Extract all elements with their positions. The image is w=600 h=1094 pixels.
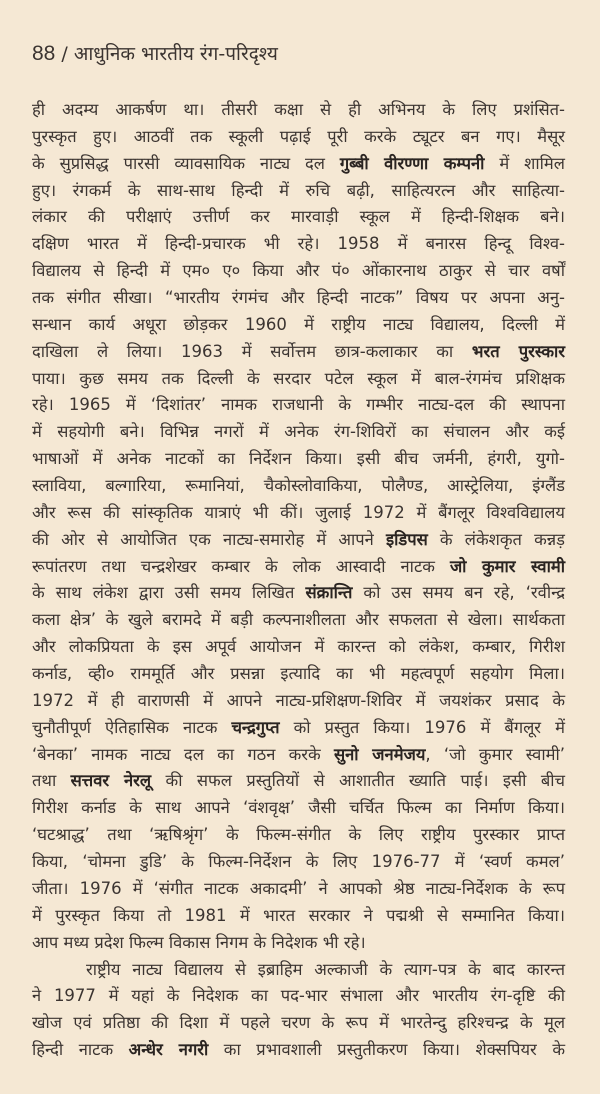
text-line: [32, 285, 565, 312]
text-segment: रहे। 1965 में ‘दिशांतर’ नामक राजधानी के गम्भीर नाट्य-दल की स्थापना: [32, 395, 565, 415]
text-line: [32, 204, 565, 231]
text-line: [32, 124, 565, 151]
text-line: [32, 419, 565, 446]
text-line: [32, 903, 565, 930]
text-line: [32, 849, 565, 876]
text-line: [32, 178, 565, 205]
bold-title-text: अन्धेर नगरी: [128, 1040, 209, 1060]
text-segment: दाखिला ले लिया। 1963 में सर्वोत्तम छात्र-कलाकार का: [32, 341, 472, 361]
text-segment: के लंकेशकृत कन्नड़: [427, 529, 565, 549]
text-line: [32, 957, 565, 984]
text-line: [32, 661, 565, 688]
text-segment: और लोकप्रियता के इस अपूर्व आयोजन में कारन्त को लंकेश, कम्बार, गिरीश: [32, 637, 565, 657]
book-title: आधुनिक भारतीय रंग-परिदृश्य: [73, 43, 278, 65]
running-header: [32, 40, 278, 66]
text-segment: ‘घटश्राद्ध’ तथा ‘ऋषिश्रृंग’ के फिल्म-संगीत के लिए राष्ट्रीय पुरस्कार प्राप्त: [32, 825, 565, 845]
text-segment: सन्धान कार्य अधूरा छोड़कर 1960 में राष्ट्रीय नाट्य विद्यालय, दिल्ली में: [32, 314, 565, 334]
text-segment: राष्ट्रीय नाट्य विद्यालय से इब्राहिम अल्काजी के त्याग-पत्र के बाद कारन्त: [86, 959, 565, 979]
text-segment: आप मध्य प्रदेश फिल्म विकास निगम के निदेशक भी रहे।: [32, 932, 366, 952]
bold-title-text: संक्रान्ति: [305, 583, 353, 603]
text-segment: ने 1977 में यहां के निदेशक का पद-भार संभाला और भारतीय रंग-दृष्टि की: [32, 986, 565, 1006]
bold-title-text: गुब्बी वीरण्णा कम्पनी: [339, 153, 485, 173]
text-line: [32, 231, 565, 258]
body-text: [32, 97, 565, 1064]
text-segment: को उस समय बन रहे, ‘रवीन्द्र: [352, 583, 565, 603]
text-segment: कला क्षेत्र’ के खुले बरामदे में बड़ी कल्पनाशीलता और सफलता से खेला। सार्थकता: [32, 610, 565, 630]
text-line: [32, 312, 565, 339]
text-segment: और रूस की सांस्कृतिक यात्राएं भी कीं। जुलाई 1972 में बैंगलूर विश्वविद्यालय: [32, 502, 565, 522]
text-segment: में सहयोगी बने। विभिन्न नगरों में अनेक रंग-शिविरों का संचालन और कई: [32, 422, 565, 442]
text-segment: ‘बेनका’ नामक नाट्य दल का गठन करके: [32, 744, 334, 764]
text-line: [32, 366, 565, 393]
text-segment: लंकार की परीक्षाएं उत्तीर्ण कर मारवाड़ी स्कूल में हिन्दी-शिक्षक बने।: [32, 207, 565, 227]
text-line: [32, 822, 565, 849]
text-line: [32, 930, 565, 957]
bold-title-text: इडिपस: [386, 529, 428, 549]
text-segment: , ‘जो कुमार स्वामी’: [425, 744, 565, 764]
text-segment: 1972 में ही वाराणसी में आपने नाट्य-प्रशिक्षण-शिविर में जयशंकर प्रसाद के: [32, 690, 565, 710]
page-number: 88: [32, 42, 56, 65]
text-segment: को प्रस्तुत किया। 1976 में बैंगलूर में: [279, 717, 565, 737]
text-segment: भाषाओं में अनेक नाटकों का निर्देशन किया। इसी बीच जर्मनी, हंगरी, युगो-: [32, 449, 565, 469]
text-segment: के सुप्रसिद्ध पारसी व्यावसायिक नाट्य दल: [32, 153, 340, 173]
text-line: [32, 339, 565, 366]
text-segment: विद्यालय से हिन्दी में एम० ए० किया और पं० ओंकारनाथ ठाकुर से चार वर्षों: [32, 261, 565, 281]
text-segment: कर्नाड, व्ही० राममूर्ति और प्रसन्ना इत्यादि का भी महत्वपूर्ण सहयोग मिला।: [32, 664, 565, 684]
text-line: [32, 795, 565, 822]
text-line: [32, 876, 565, 903]
text-segment: खोज एवं प्रतिष्ठा की दिशा में पहले चरण के रूप में भारतेन्दु हरिश्चन्द्र के मूल: [32, 1013, 565, 1033]
text-segment: दक्षिण भारत में हिन्दी-प्रचारक भी रहे। 1958 में बनारस हिन्दू विश्व-: [32, 234, 565, 254]
header-separator: /: [55, 43, 74, 65]
text-segment: में पुरस्कृत किया तो 1981 में भारत सरकार ने पद्मश्री से सम्मानित किया।: [32, 905, 565, 925]
text-segment: का प्रभावशाली प्रस्तुतीकरण किया। शेक्सपियर के: [208, 1040, 565, 1060]
text-line: [32, 527, 565, 554]
text-segment: जीता। 1976 में ‘संगीत नाटक अकादमी’ ने आपको श्रेष्ठ नाट्य-निर्देशक के रूप: [32, 878, 565, 898]
bold-title-text: जो कुमार स्वामी: [449, 556, 565, 576]
text-segment: की ओर से आयोजित एक नाट्य-समारोह में आपने: [32, 529, 387, 549]
text-line: [32, 97, 565, 124]
text-line: [32, 715, 565, 742]
bold-title-text: चन्द्रगुप्त: [231, 717, 280, 737]
text-line: [32, 151, 565, 178]
text-line: [32, 258, 565, 285]
text-segment: हुए। रंगकर्म के साथ-साथ हिन्दी में रुचि बढ़ी, साहित्यरत्न और साहित्या-: [32, 180, 565, 200]
bold-title-text: भरत पुरस्कार: [471, 341, 566, 361]
text-segment: गिरीश कर्नाड के साथ आपने ‘वंशवृक्ष’ जैसी चर्चित फिल्म का निर्माण किया।: [32, 798, 565, 818]
bold-title-text: सुनो जनमेजय: [333, 744, 426, 764]
text-segment: स्लाविया, बल्गारिया, रूमानियां, चैकोस्लोवाकिया, पोलैण्ड, आस्ट्रेलिया, इंग्लैंड: [32, 476, 565, 496]
text-segment: हिन्दी नाटक: [32, 1040, 129, 1060]
text-line: [32, 688, 565, 715]
text-segment: रूपांतरण तथा चन्द्रशेखर कम्बार के लोक आस्वादी नाटक: [32, 556, 450, 576]
text-line: [32, 473, 565, 500]
text-segment: तथा: [32, 771, 71, 791]
text-line: [32, 392, 565, 419]
text-line: [32, 554, 565, 581]
text-line: [32, 983, 565, 1010]
text-line: [32, 580, 565, 607]
text-line: [32, 768, 565, 795]
text-segment: में शामिल: [484, 153, 565, 173]
text-segment: के साथ लंकेश द्वारा उसी समय लिखित: [32, 583, 306, 603]
text-segment: पुरस्कृत हुए। आठवीं तक स्कूली पढ़ाई पूरी करके ट्यूटर बन गए। मैसूर: [32, 126, 565, 146]
text-line: [32, 607, 565, 634]
text-line: [32, 742, 565, 769]
text-line: [32, 634, 565, 661]
text-line: [32, 446, 565, 473]
text-segment: पाया। कुछ समय तक दिल्ली के सरदार पटेल स्कूल में बाल-रंगमंच प्रशिक्षक: [32, 368, 565, 388]
text-segment: की सफल प्रस्तुतियों से आशातीत ख्याति पाई। इसी बीच: [151, 771, 565, 791]
text-line: [32, 1037, 565, 1064]
text-segment: ही अदम्य आकर्षण था। तीसरी कक्षा से ही अभिनय के लिए प्रशंसित-: [32, 100, 565, 119]
text-segment: किया, ‘चोमना डुडि’ के फिल्म-निर्देशन के लिए 1976-77 में ‘स्वर्ण कमल’: [32, 852, 565, 872]
text-segment: चुनौतीपूर्ण ऐतिहासिक नाटक: [32, 717, 232, 737]
bold-title-text: सत्तवर नेरलू: [70, 771, 152, 791]
text-line: [32, 500, 565, 527]
text-line: [32, 1010, 565, 1037]
text-segment: तक संगीत सीखा। “भारतीय रंगमंच और हिन्दी नाटक” विषय पर अपना अनु-: [32, 288, 565, 308]
